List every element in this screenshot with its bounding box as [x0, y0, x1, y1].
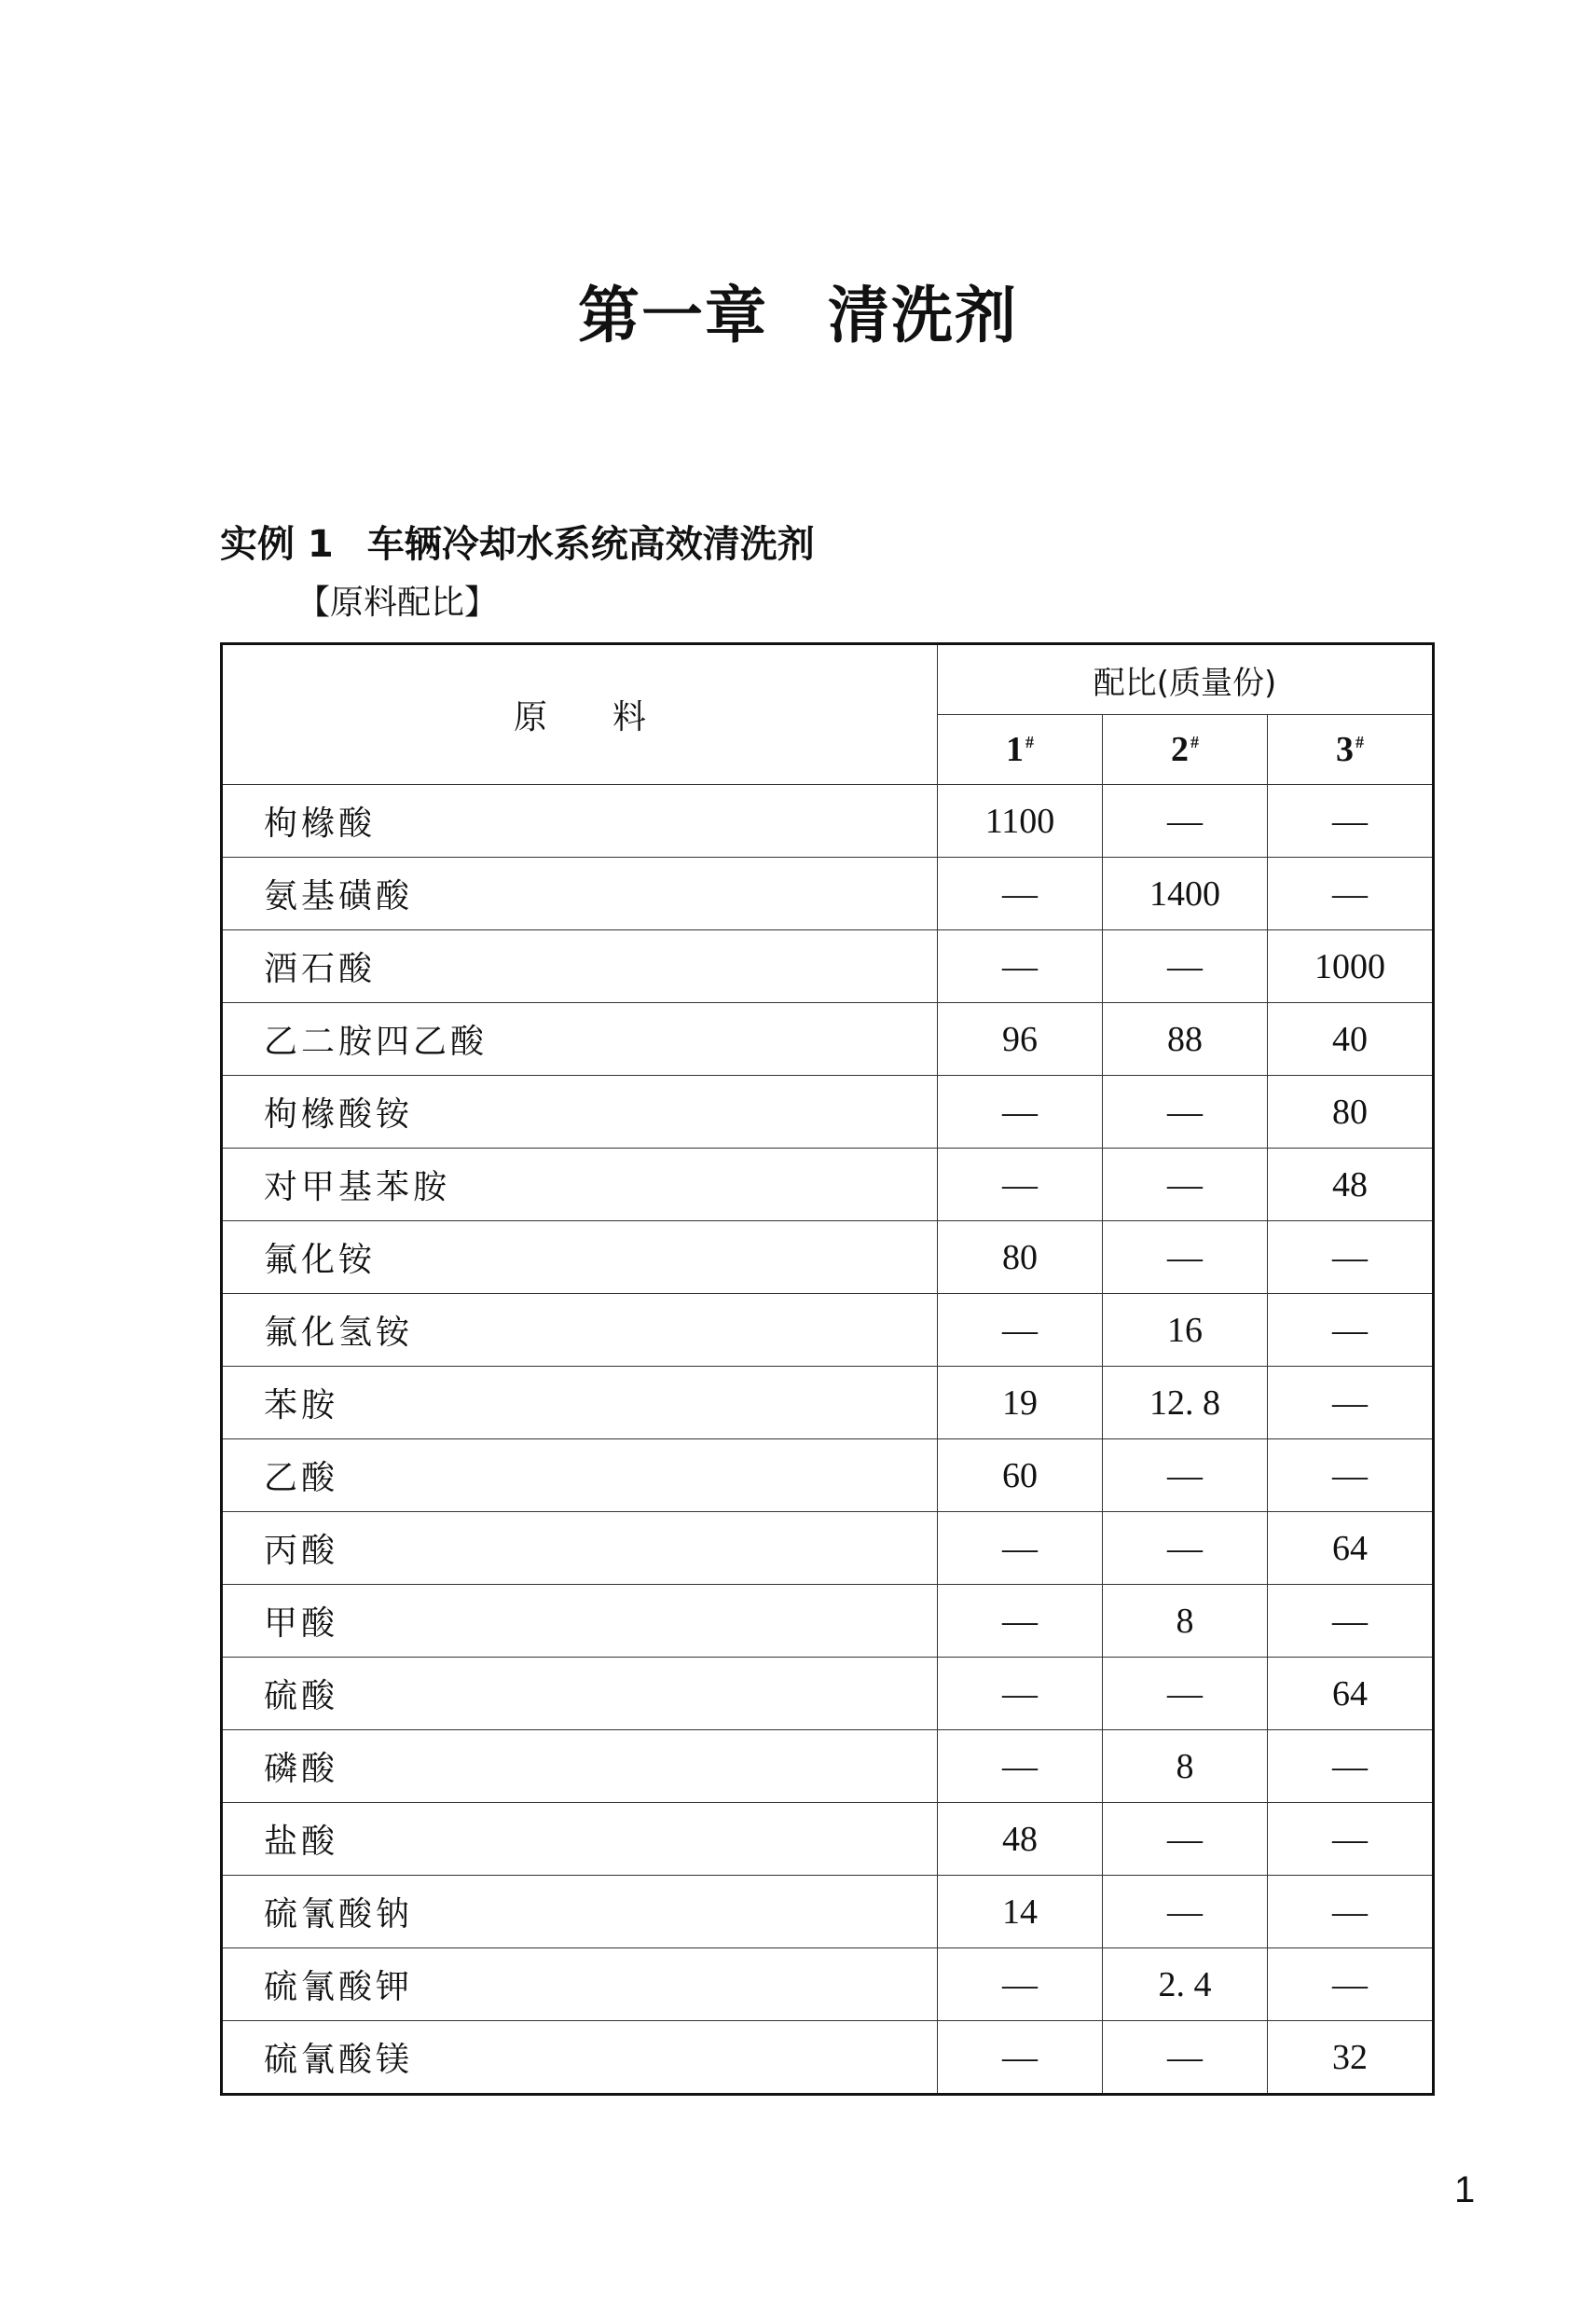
- table-body: [222, 785, 1434, 2095]
- material-name: 氟化氢铵: [222, 1294, 938, 1367]
- column-header-mark: #: [1025, 733, 1034, 751]
- table-row: [222, 1294, 1434, 1367]
- material-name: 酒石酸: [222, 930, 938, 1003]
- table-row: [222, 858, 1434, 930]
- ratio-value-1: —: [938, 1948, 1103, 2021]
- ratio-value-3: 64: [1268, 1512, 1434, 1585]
- material-header: 原料: [222, 644, 938, 785]
- table-row: [222, 1803, 1434, 1876]
- ratio-value-1: —: [938, 1149, 1103, 1221]
- material-name: 对甲基苯胺: [222, 1149, 938, 1221]
- ratio-value-1: 96: [938, 1003, 1103, 1076]
- ratio-value-1: —: [938, 930, 1103, 1003]
- example-heading: [220, 515, 815, 568]
- ratio-value-2: —: [1103, 1221, 1268, 1294]
- ratio-value-3: 40: [1268, 1003, 1434, 1076]
- material-name: 乙酸: [222, 1439, 938, 1512]
- ratio-value-2: 1400: [1103, 858, 1268, 930]
- ratio-value-3: —: [1268, 1948, 1434, 2021]
- ratio-value-2: —: [1103, 1439, 1268, 1512]
- ratio-value-1: —: [938, 1294, 1103, 1367]
- chapter-name: 清洗剂: [828, 279, 1018, 351]
- material-name: 硫氰酸钠: [222, 1876, 938, 1948]
- table-row: [222, 1585, 1434, 1658]
- table-row: [222, 1149, 1434, 1221]
- ratio-value-2: 88: [1103, 1003, 1268, 1076]
- ratio-value-2: —: [1103, 785, 1268, 858]
- table-row: [222, 1076, 1434, 1149]
- table-row: [222, 1658, 1434, 1730]
- example-label: 实例 1: [220, 523, 334, 566]
- table-row: [222, 1512, 1434, 1585]
- ratio-value-1: —: [938, 2021, 1103, 2095]
- ratio-value-3: 48: [1268, 1149, 1434, 1221]
- ratio-value-3: —: [1268, 1585, 1434, 1658]
- table-row: [222, 1876, 1434, 1948]
- material-name: 氟化铵: [222, 1221, 938, 1294]
- ratio-value-1: —: [938, 1076, 1103, 1149]
- ratio-value-2: 8: [1103, 1585, 1268, 1658]
- table-row: [222, 1730, 1434, 1803]
- ratio-value-3: —: [1268, 1803, 1434, 1876]
- ratio-value-1: —: [938, 1512, 1103, 1585]
- ratio-value-2: —: [1103, 2021, 1268, 2095]
- table-row: [222, 1439, 1434, 1512]
- ratio-value-2: —: [1103, 1076, 1268, 1149]
- column-header-number: 1: [1006, 730, 1024, 769]
- material-name: 苯胺: [222, 1367, 938, 1439]
- column-header-1: [938, 715, 1103, 785]
- ratio-value-2: —: [1103, 1512, 1268, 1585]
- material-name: 硫氰酸钾: [222, 1948, 938, 2021]
- ratio-value-1: —: [938, 1730, 1103, 1803]
- table-row: [222, 1003, 1434, 1076]
- ratio-value-2: —: [1103, 930, 1268, 1003]
- table-row: [222, 2021, 1434, 2095]
- ratio-value-3: —: [1268, 785, 1434, 858]
- ratio-value-2: 8: [1103, 1730, 1268, 1803]
- ratio-value-1: 1100: [938, 785, 1103, 858]
- material-name: 乙二胺四乙酸: [222, 1003, 938, 1076]
- page-number: 1: [1454, 2169, 1476, 2210]
- material-name: 盐酸: [222, 1803, 938, 1876]
- material-name: 枸橼酸铵: [222, 1076, 938, 1149]
- column-header-mark: #: [1190, 733, 1199, 751]
- ratio-value-1: 60: [938, 1439, 1103, 1512]
- ratio-value-1: —: [938, 1658, 1103, 1730]
- ratio-value-1: 48: [938, 1803, 1103, 1876]
- ratio-value-2: —: [1103, 1803, 1268, 1876]
- ratio-value-1: 19: [938, 1367, 1103, 1439]
- column-header-2: [1103, 715, 1268, 785]
- ratio-value-2: 12. 8: [1103, 1367, 1268, 1439]
- material-name: 硫酸: [222, 1658, 938, 1730]
- ratio-value-2: 2. 4: [1103, 1948, 1268, 2021]
- ratio-value-3: 32: [1268, 2021, 1434, 2095]
- ratio-value-1: 80: [938, 1221, 1103, 1294]
- formula-table: [220, 642, 1435, 2096]
- ratio-value-1: —: [938, 1585, 1103, 1658]
- ratio-value-3: —: [1268, 1294, 1434, 1367]
- ratio-value-2: —: [1103, 1658, 1268, 1730]
- table-row: [222, 1221, 1434, 1294]
- material-name: 硫氰酸镁: [222, 2021, 938, 2095]
- ratio-value-3: 64: [1268, 1658, 1434, 1730]
- table-row: [222, 930, 1434, 1003]
- column-header-number: 3: [1336, 730, 1354, 769]
- ratio-value-3: —: [1268, 1221, 1434, 1294]
- column-header-number: 2: [1171, 730, 1189, 769]
- ratio-value-1: —: [938, 858, 1103, 930]
- ratio-header: 配比(质量份): [938, 644, 1434, 715]
- ratio-value-2: —: [1103, 1149, 1268, 1221]
- table-row: [222, 1367, 1434, 1439]
- material-name: 枸橼酸: [222, 785, 938, 858]
- column-header-3: [1268, 715, 1434, 785]
- material-name: 甲酸: [222, 1585, 938, 1658]
- section-label: 【原料配比】: [296, 584, 499, 622]
- ratio-value-3: —: [1268, 858, 1434, 930]
- table-row: [222, 1948, 1434, 2021]
- chapter-title: [0, 266, 1596, 354]
- ratio-value-2: —: [1103, 1876, 1268, 1948]
- ratio-value-3: —: [1268, 1730, 1434, 1803]
- ratio-value-3: 80: [1268, 1076, 1434, 1149]
- ratio-value-3: —: [1268, 1876, 1434, 1948]
- material-name: 氨基磺酸: [222, 858, 938, 930]
- ratio-value-3: —: [1268, 1367, 1434, 1439]
- ratio-value-3: —: [1268, 1439, 1434, 1512]
- table-row: [222, 785, 1434, 858]
- column-header-mark: #: [1355, 733, 1364, 751]
- ratio-value-3: 1000: [1268, 930, 1434, 1003]
- ratio-value-2: 16: [1103, 1294, 1268, 1367]
- ratio-value-1: 14: [938, 1876, 1103, 1948]
- example-name: 车辆冷却水系统高效清洗剂: [366, 523, 815, 566]
- chapter-label: 第一章: [578, 279, 768, 351]
- material-name: 磷酸: [222, 1730, 938, 1803]
- material-name: 丙酸: [222, 1512, 938, 1585]
